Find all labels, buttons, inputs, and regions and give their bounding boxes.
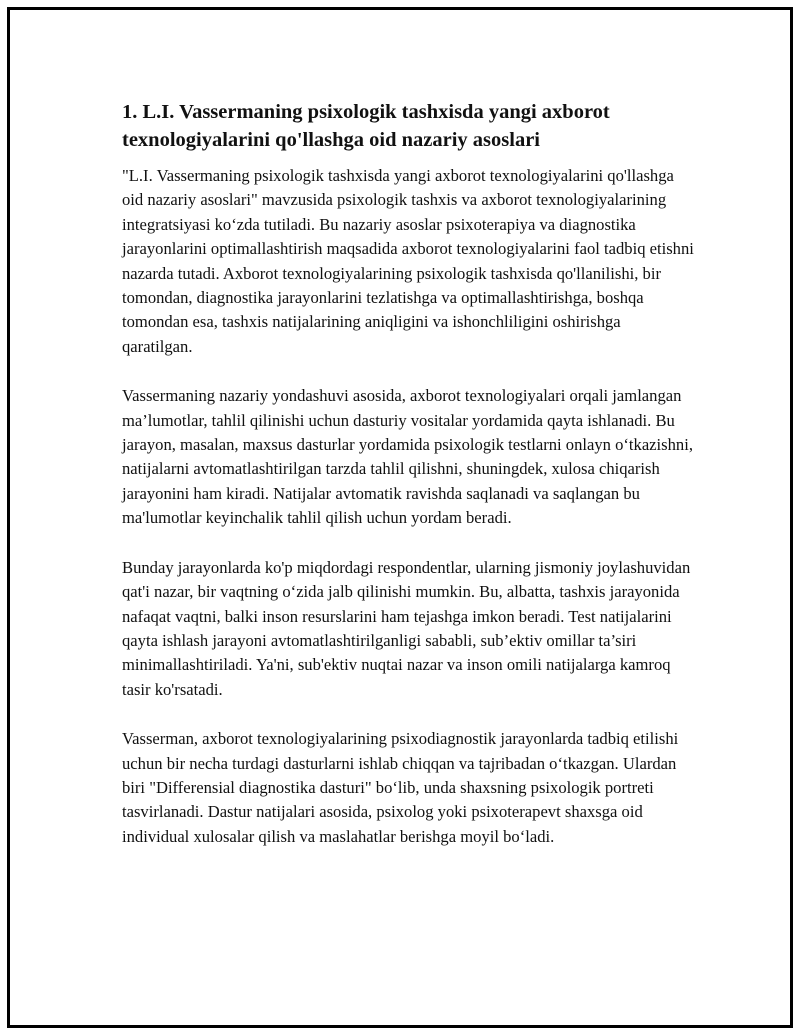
- paragraph-4: Vasserman, axborot texnologiyalarining psixodiagnostik jarayonlarda tadbiq etilishi uchun bir necha turdagi dasturlarni ishlab chiqqan va tajribadan o‘tkazgan. Ulardan biri "Differensial diagnostika dasturi" bo‘lib, unda shaxsning psixologik portreti tasvirlanadi. Dastur natijalari asosida, psixolog yoki psixoterapevt shaxsga oid individual xulosalar qilish va maslahatlar berishga moyil bo‘ladi.: [122, 729, 679, 846]
- paragraph-1: "L.I. Vassermaning psixologik tashxisda yangi axborot texnologiyalarini qo'llashga oid nazariy asoslari" mavzusida psixologik tashxis va axborot texnologiyalarining integratsiyasi ko‘zda tutiladi. Bu nazariy asoslar psixoterapiya va diagnostika jarayonlarini optimallashtirish maqsadida axborot texnologiyalarini faol tadbiq etishni nazarda tutadi. Axborot texnologiyalarining psixologik tashxisda qo'llanilishi, bir tomondan, diagnostika jarayonlarini tezlatishga va optimallashtirishga, boshqa tomondan esa, tashxis natijalarining aniqligini va ishonchliligini oshirishga qaratilgan.: [122, 166, 694, 356]
- page-frame: [7, 7, 793, 1028]
- document-body: [122, 98, 694, 874]
- paragraph-3: Bunday jarayonlarda ko'p miqdordagi respondentlar, ularning jismoniy joylashuvidan qat'i nazar, bir vaqtning o‘zida jalb qilinishi mumkin. Bu, albatta, tashxis jarayonida nafaqat vaqtni, balki inson resurslarini ham tejashga imkon beradi. Test natijalarini qayta ishlash jarayoni avtomatlashtirilganligi sababli, sub’ektiv omillar ta’siri minimallashtiriladi. Ya'ni, sub'ektiv nuqtai nazar va inson omili natijalarga kamroq tasir ko'rsatadi.: [122, 557, 691, 699]
- document-title: 1. L.I. Vassermaning psixologik tashxisda yangi axborot texnologiyalarini qo'llashga oid nazariy asoslari: [122, 101, 610, 151]
- paragraph-2: Vassermaning nazariy yondashuvi asosida, axborot texnologiyalari orqali jamlangan ma’lumotlar, tahlil qilinishi uchun dasturiy vositalar yordamida qayta ishlanadi. Bu jarayon, masalan, maxsus dasturlar yordamida psixologik testlarni onlayn o‘tkazishni, natijalarni avtomatlashtirilgan tarzda tahlil qilishni, shuningdek, xulosa chiqarish jarayonini ham kiradi. Natijalar avtomatik ravishda saqlanadi va saqlangan bu ma'lumotlar keyinchalik tahlil qilish uchun yordam beradi.: [122, 386, 693, 528]
